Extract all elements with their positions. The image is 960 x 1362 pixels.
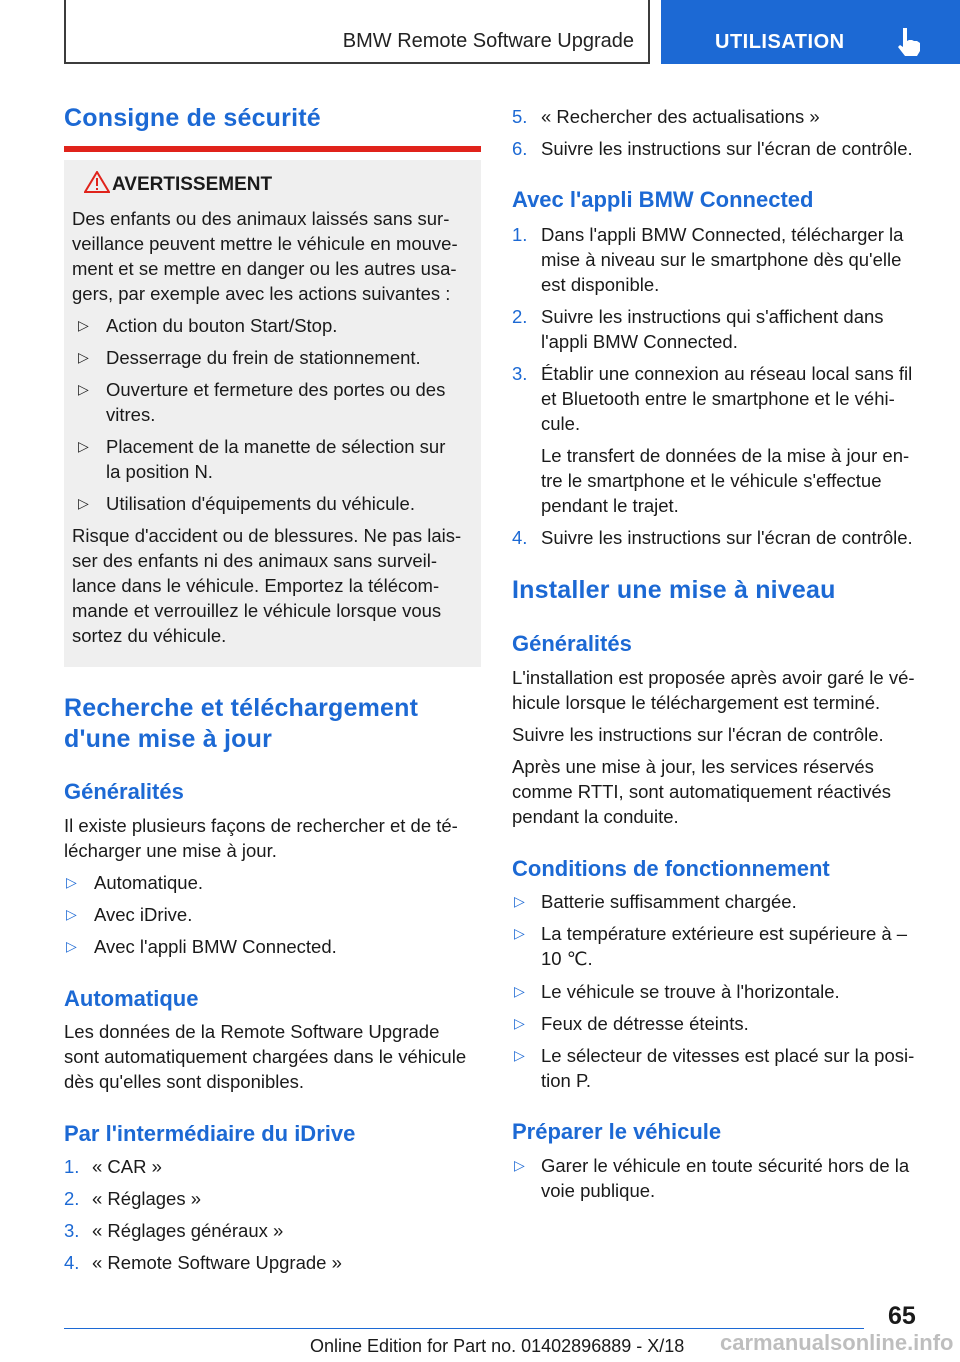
idrive-heading: Par l'intermédiaire du iDrive bbox=[64, 1121, 356, 1146]
step-text: Suivre les instructions qui s'affichent dans l'appli BMW Connected. bbox=[541, 306, 884, 352]
pointing-hand-icon bbox=[896, 27, 922, 57]
bullet-triangle-icon: ▷ bbox=[66, 874, 77, 890]
method-item: Avec iDrive. bbox=[94, 904, 193, 925]
watermark: carmanualsonline.info bbox=[720, 1330, 954, 1355]
step-text: « Remote Software Upgrade » bbox=[92, 1252, 342, 1273]
bullet-triangle-icon: ▷ bbox=[514, 893, 525, 909]
warning-bullet: Utilisation d'équipements du véhicule. bbox=[106, 493, 415, 514]
bullet-triangle-icon: ▷ bbox=[78, 381, 89, 397]
warning-bullet: Desserrage du frein de stationnement. bbox=[106, 347, 421, 368]
bullet-triangle-icon: ▷ bbox=[66, 938, 77, 954]
header-doc-title: BMW Remote Software Upgrade bbox=[342, 30, 634, 52]
step-number: 3. bbox=[64, 1220, 80, 1241]
warning-bullet: Action du bouton Start/Stop. bbox=[106, 315, 338, 336]
search-title: Recherche et téléchargement d'une mise à jour bbox=[64, 694, 419, 753]
condition-item: Le sélecteur de vitesses est placé sur la posi- tion P. bbox=[541, 1045, 915, 1091]
bullet-triangle-icon: ▷ bbox=[78, 495, 89, 511]
method-item: Avec l'appli BMW Connected. bbox=[94, 936, 337, 957]
conditions-heading: Conditions de fonctionnement bbox=[512, 856, 830, 881]
gen-heading: Généralités bbox=[512, 631, 632, 656]
automatique-text: Les données de la Remote Software Upgrade sont automatiquement chargées dans le véhicule dès qu'elles sont disponibles. bbox=[64, 1021, 467, 1092]
footer-edition: Online Edition for Part no. 01402896889 - X/18 bbox=[310, 1336, 685, 1356]
step-text: « CAR » bbox=[92, 1156, 162, 1177]
condition-item: Batterie suffisamment chargée. bbox=[541, 891, 797, 912]
safety-title: Consigne de sécurité bbox=[64, 104, 321, 132]
step-number: 4. bbox=[512, 527, 528, 548]
condition-item: La température extérieure est supérieure à – 10 ℃. bbox=[541, 923, 908, 969]
warning-intro: Des enfants ou des animaux laissés sans sur- veillance peuvent mettre le véhicule en mouve- ment et se mettre en danger ou les autres usa- gers, par exemple avec les actions suivantes : bbox=[72, 208, 458, 304]
gen-text-3: Après une mise à jour, les services réservés comme RTTI, sont automatiquement réactivés pendant la conduite. bbox=[512, 756, 892, 827]
bullet-triangle-icon: ▷ bbox=[78, 349, 89, 365]
condition-item: Feux de détresse éteints. bbox=[541, 1013, 749, 1034]
prepare-heading: Préparer le véhicule bbox=[512, 1119, 722, 1144]
bullet-triangle-icon: ▷ bbox=[78, 438, 89, 454]
app-heading: Avec l'appli BMW Connected bbox=[512, 187, 814, 212]
prepare-item: Garer le véhicule en toute sécurité hors de la voie publique. bbox=[541, 1155, 910, 1201]
step-number: 4. bbox=[64, 1252, 80, 1273]
step-text: « Réglages » bbox=[92, 1188, 202, 1209]
gen-text-1: L'installation est proposée après avoir garé le vé- hicule lorsque le téléchargement est terminé. bbox=[512, 667, 915, 713]
step-number: 2. bbox=[64, 1188, 80, 1209]
gen-text-2: Suivre les instructions sur l'écran de contrôle. bbox=[512, 724, 884, 745]
method-item: Automatique. bbox=[94, 872, 204, 893]
warning-outro: Risque d'accident ou de blessures. Ne pas lais- ser des enfants ni des animaux sans surveil- lance dans le véhicule. Emportez la télécom- mande et verrouillez le véhicule lorsque vous sortez du véhicule. bbox=[72, 525, 462, 646]
page-number: 65 bbox=[888, 1302, 916, 1330]
bullet-triangle-icon: ▷ bbox=[514, 1157, 525, 1173]
step-text: Suivre les instructions sur l'écran de contrôle. bbox=[541, 138, 913, 159]
warning-bullet: Ouverture et fermeture des portes ou des vitres. bbox=[106, 379, 446, 425]
step-number: 1. bbox=[64, 1156, 80, 1177]
red-rule bbox=[64, 146, 481, 152]
step-text: « Rechercher des actualisations » bbox=[541, 106, 820, 127]
bullet-triangle-icon: ▷ bbox=[514, 983, 525, 999]
warning-label: AVERTISSEMENT bbox=[112, 174, 273, 195]
step-number: 3. bbox=[512, 363, 528, 384]
header-section-label: UTILISATION bbox=[715, 31, 845, 53]
warning-bullet: Placement de la manette de sélection sur la position N. bbox=[106, 436, 446, 482]
step-number: 2. bbox=[512, 306, 528, 327]
generalites-text: Il existe plusieurs façons de rechercher et de té- lécharger une mise à jour. bbox=[64, 815, 458, 861]
bullet-triangle-icon: ▷ bbox=[514, 1047, 525, 1063]
step-number: 5. bbox=[512, 106, 528, 127]
step-number: 1. bbox=[512, 224, 528, 245]
step-text: Suivre les instructions sur l'écran de contrôle. bbox=[541, 527, 913, 548]
step-text: « Réglages généraux » bbox=[92, 1220, 284, 1241]
footer-rule bbox=[64, 1328, 864, 1329]
step-note: Le transfert de données de la mise à jour en- tre le smartphone et le véhicule s'effectue pendant le trajet. bbox=[541, 445, 910, 516]
warning-triangle-icon bbox=[84, 171, 110, 193]
install-title: Installer une mise à niveau bbox=[512, 576, 836, 604]
step-text: Dans l'appli BMW Connected, télécharger la mise à niveau sur le smartphone dès qu'elle est disponible. bbox=[541, 224, 904, 295]
bullet-triangle-icon: ▷ bbox=[514, 925, 525, 941]
bullet-triangle-icon: ▷ bbox=[78, 317, 89, 333]
step-text: Établir une connexion au réseau local sans fil et Bluetooth entre le smartphone et le véhi- cule. bbox=[541, 363, 913, 434]
step-number: 6. bbox=[512, 138, 528, 159]
bullet-triangle-icon: ▷ bbox=[514, 1015, 525, 1031]
bullet-triangle-icon: ▷ bbox=[66, 906, 77, 922]
generalites-heading: Généralités bbox=[64, 779, 184, 804]
automatique-heading: Automatique bbox=[64, 986, 199, 1011]
condition-item: Le véhicule se trouve à l'horizontale. bbox=[541, 981, 840, 1002]
